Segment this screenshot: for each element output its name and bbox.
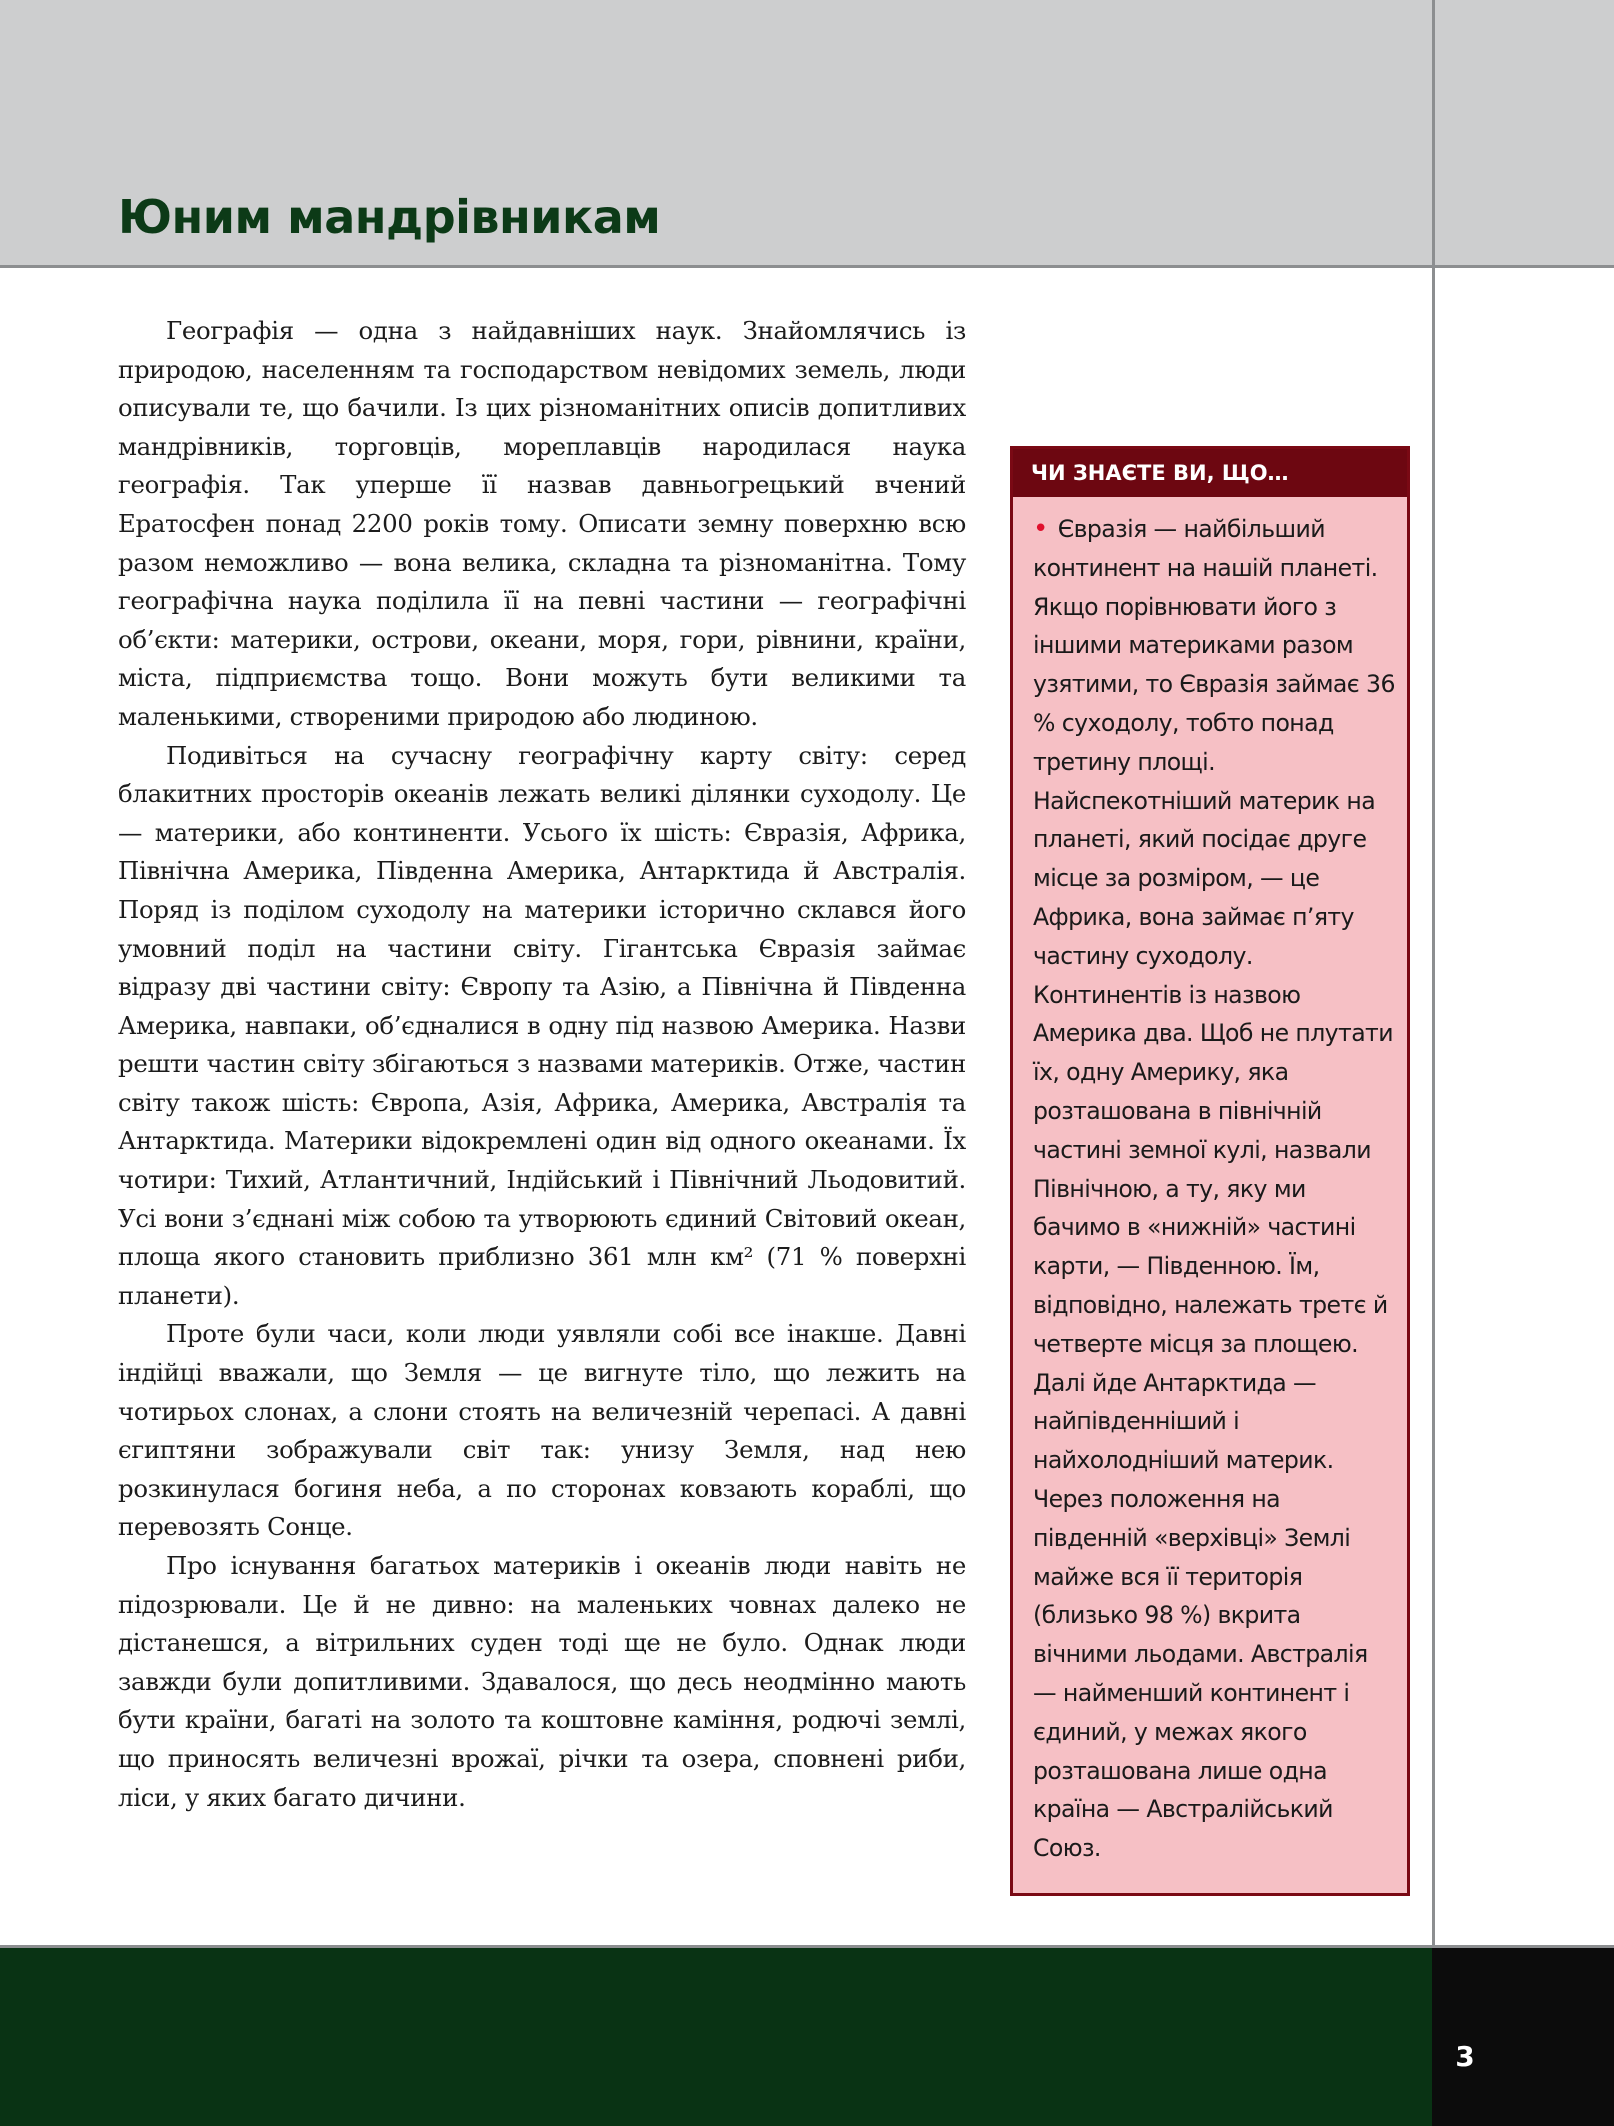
header-divider [0,265,1432,268]
margin-strip-divider [1435,265,1614,268]
margin-vertical-rule [1432,0,1435,1948]
main-article [118,312,966,1817]
paragraph-explorers: Про існування багатьох материків і океанів люди навіть не підозрювали. Це й не дивно: на маленьких човнах далеко не дістанешся, а вітрильних суден тоді ще не було. Однак люди завжди були допитливими. Здавалося, що десь неодмінно мають бути країни, багаті на золото та коштовне каміння, родючі землі, що приносять величезні врожаї, річки та озера, сповнені риби, ліси, у яких багато дичини. [118,1551,966,1812]
paragraph-ancient-views: Проте були часи, коли люди уявляли собі все інакше. Давні індійці вважали, що Земля — це вигнуте тіло, що лежить на чотирьох слонах, а слони стоять на величезній черепасі. А давні єгиптяни зображували світ так: унизу Земля, над нею розкинулася богиня неба, а по сторонах ковзають кораблі, що перевозять Сонце. [118,1319,966,1542]
margin-strip-top [1435,0,1614,266]
footer-band [0,1948,1432,2126]
paragraph-intro: Географія — одна з найдавніших наук. Знайомлячись із природою, населенням та господарством невідомих земель, люди описували те, що бачили. Із цих різноманітних описів допитливих мандрівників, торговців, мореплавців народилася наука географія. Так уперше її назвав давньогрецький вчений Ератосфен понад 2200 років тому. Описати земну поверхню всю разом неможливо — вона велика, складна та різноманітна. Тому географічна наука поділила її на певні частини — географічні об’єкти: материки, острови, океани, моря, гори, рівнини, країни, міста, підприємства тощо. Вони можуть бути великими та маленькими, створеними природою або людиною. [118,316,966,731]
did-you-know-heading: ЧИ ЗНАЄТЕ ВИ, ЩО… [1013,449,1407,497]
did-you-know-body [1013,497,1407,1868]
did-you-know-text: Євразія — найбільший континент на нашій планеті. Якщо порівнювати його з іншими материками разом узятими, то Євразія займає 36 % суходолу, тобто понад третину площі. Найспекотніший материк на планеті, який посідає друге місце за розміром, — це Африка, вона займає п’яту частину суходолу. Континентів із назвою Америка два. Щоб не плутати їх, одну Америку, яка розташована в північній частині земної кулі, назвали Північною, а ту, яку ми бачимо в «нижній» частині карти, — Південною. Їм, відповідно, належать третє й четверте місця за площею. Далі йде Антарктида — найпівденніший і найхолодніший материк. Через положення на південній «верхівці» Землі майже вся її територія (близько 98 %) вкрита вічними льодами. Австралія — найменший континент і єдиний, у межах якого розташована лише одна країна — Австралійський Союз. [1033,515,1395,1863]
bullet-icon: • [1033,514,1048,544]
page-title: Юним мандрівникам [118,190,661,244]
did-you-know-box [1010,446,1410,1896]
page-number: 3 [1455,2040,1475,2073]
footer-corner [1432,1948,1614,2126]
paragraph-continents: Подивіться на сучасну географічну карту світу: серед блакитних просторів океанів лежать великі ділянки суходолу. Це — материки, або континенти. Усього їх шість: Євразія, Африка, Північна Америка, Південна Америка, Антарктида й Австралія. Поряд із поділом суходолу на материки історично склався його умовний поділ на частини світу. Гігантська Євразія займає відразу дві частини світу: Європу та Азію, а Північна й Південна Америка, навпаки, об’єдналися в одну під назвою Америка. Назви решти частин світу збігаються з назвами материків. Отже, частин світу також шість: Європа, Азія, Африка, Америка, Австралія та Антарктида. Материки відокремлені один від одного океанами. Їх чотири: Тихий, Атлантичний, Індійський і Північний Льодовитий. Усі вони з’єднані між собою та утворюють єдиний Світовий океан, площа якого становить приблизно 361 млн км² (71 % поверхні планети). [118,740,966,1310]
